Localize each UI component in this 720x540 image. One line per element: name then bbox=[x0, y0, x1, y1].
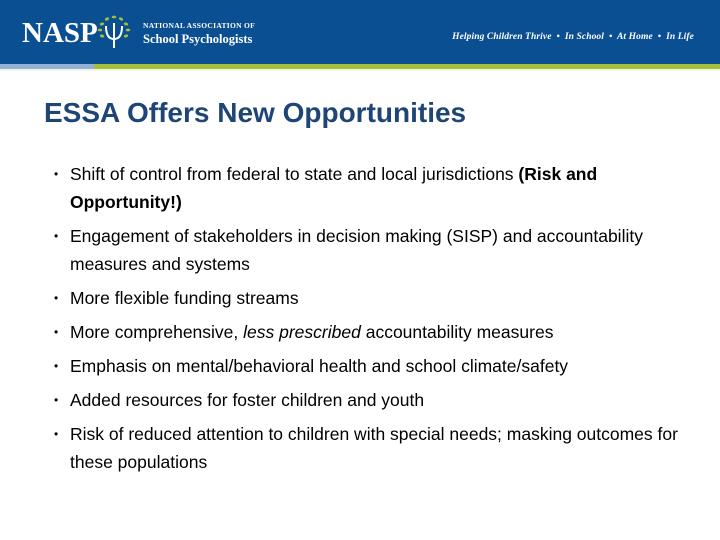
bullet-item bbox=[52, 222, 702, 278]
slide-title: ESSA Offers New Opportunities bbox=[44, 97, 467, 128]
bullet-item bbox=[52, 284, 702, 312]
org-name-line1: NATIONAL ASSOCIATION OF bbox=[143, 21, 256, 30]
header-banner bbox=[0, 0, 720, 64]
psi-tree-icon bbox=[93, 12, 135, 54]
header-stripe-highlight bbox=[0, 69, 720, 71]
bullet-icon: • bbox=[54, 325, 59, 339]
bullet-icon: • bbox=[54, 167, 59, 181]
bullet-icon: • bbox=[54, 393, 59, 407]
bullet-text: Risk of reduced attention to children with special needs; masking outcomes for these populations bbox=[70, 424, 678, 472]
bullet-text: Engagement of stakeholders in decision making (SISP) and accountability measures and systems bbox=[70, 226, 643, 274]
bullet-icon: • bbox=[54, 359, 59, 373]
bullet-text: accountability measures bbox=[360, 322, 554, 342]
bullet-text-bold: (Risk and Opportunity!) bbox=[70, 164, 598, 212]
bullet-item bbox=[52, 318, 702, 346]
bullet-icon: • bbox=[54, 229, 59, 243]
bullet-text-italic: less prescribed bbox=[243, 322, 361, 342]
bullet-item bbox=[52, 420, 702, 476]
tagline: Helping Children Thrive • In School • At Home • In Life bbox=[452, 32, 694, 42]
bullet-icon: • bbox=[54, 291, 59, 305]
bullet-text: More comprehensive, bbox=[70, 322, 244, 342]
bullet-list bbox=[52, 160, 702, 482]
bullet-text: More flexible funding streams bbox=[70, 288, 299, 308]
bullet-item bbox=[52, 386, 702, 414]
bullet-item bbox=[52, 160, 702, 216]
bullet-text: Added resources for foster children and youth bbox=[70, 390, 425, 410]
nasp-logo-text: NASP bbox=[22, 17, 98, 49]
bullet-text: Emphasis on mental/behavioral health and school climate/safety bbox=[70, 356, 569, 376]
org-name bbox=[143, 21, 255, 47]
bullet-text: Shift of control from federal to state and local jurisdictions bbox=[70, 164, 519, 184]
bullet-icon: • bbox=[54, 427, 59, 441]
org-name-line2: School Psychologists bbox=[143, 32, 253, 46]
bullet-item bbox=[52, 352, 702, 380]
